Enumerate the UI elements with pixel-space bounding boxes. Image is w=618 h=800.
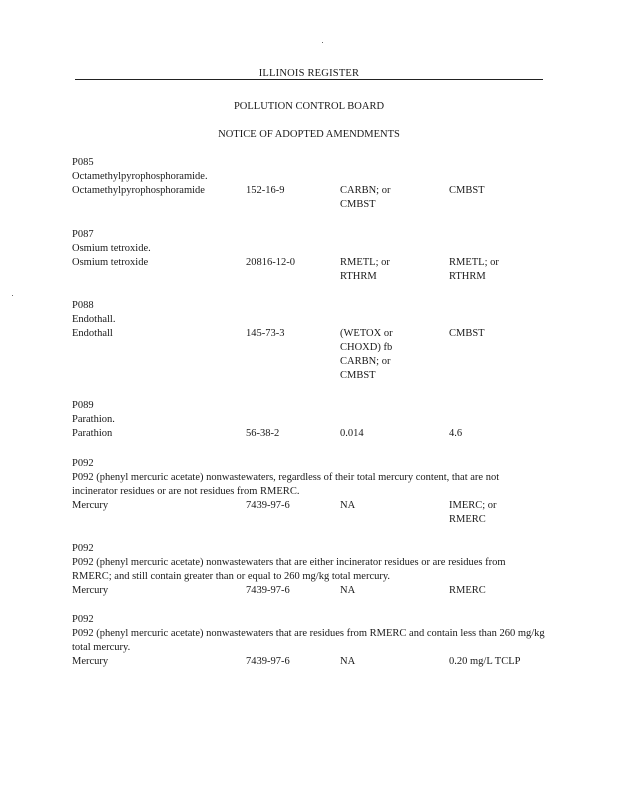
constituent-name: Mercury [72,656,109,667]
scan-speck [322,42,323,43]
waste-code: P085 [72,157,94,168]
constituent-row [72,655,547,669]
constituent-name: Octamethylpyrophosphoramide [72,185,205,196]
waste-code: P092 [72,458,94,469]
nonwastewater-standard: RMERC [449,585,486,596]
wastewater-standard: (WETOX or CHOXD) fb CARBN; or CMBST [340,328,393,381]
waste-description: P092 (phenyl mercuric acetate) nonwastewaters that are either incinerator residues or are residues from RMERC; and still contain greater than or equal to 260 mg/kg total mercury. [72,557,506,582]
waste-description: P092 (phenyl mercuric acetate) nonwastewaters that are residues from RMERC and contain less than 260 mg/kg total mercury. [72,628,545,653]
wastewater-standard: NA [340,585,356,596]
constituent-row [72,584,547,598]
cas-number: 7439-97-6 [246,500,290,511]
wastewater-standard: CARBN; or CMBST [340,185,391,210]
cas-number: 7439-97-6 [246,656,290,667]
waste-code: P089 [72,400,94,411]
wastewater-standard: RMETL; or RTHRM [340,257,390,282]
nonwastewater-standard: RMETL; or RTHRM [449,257,499,282]
cas-number: 145-73-3 [246,328,285,339]
cas-number: 7439-97-6 [246,585,290,596]
nonwastewater-standard: 0.20 mg/L TCLP [449,656,521,667]
waste-entry [72,299,547,381]
notice-title: NOTICE OF ADOPTED AMENDMENTS [218,129,400,140]
nonwastewater-standard: CMBST [449,328,485,339]
constituent-name: Mercury [72,500,109,511]
waste-entry [72,457,547,525]
waste-description: Osmium tetroxide. [72,243,151,254]
waste-entry [72,613,547,669]
waste-code: P092 [72,543,94,554]
constituent-name: Endothall [72,328,113,339]
waste-entry [72,228,547,282]
scan-speck [12,295,13,296]
cas-number: 152-16-9 [246,185,285,196]
waste-entry [72,156,547,210]
constituent-name: Mercury [72,585,109,596]
waste-entry [72,542,547,598]
header-rule [75,79,543,80]
waste-entry [72,399,547,441]
constituent-row [72,427,547,441]
waste-description: P092 (phenyl mercuric acetate) nonwastewaters, regardless of their total mercury content, that are not incinerator residues or are not residues from RMERC. [72,472,500,497]
register-title: ILLINOIS REGISTER [258,68,360,79]
waste-code: P087 [72,229,94,240]
wastewater-standard: NA [340,656,356,667]
constituent-row [72,184,547,210]
waste-description: Octamethylpyrophosphoramide. [72,171,208,182]
constituent-row [72,327,547,381]
nonwastewater-standard: 4.6 [449,428,463,439]
constituent-name: Parathion [72,428,113,439]
waste-code: P088 [72,300,94,311]
cas-number: 20816-12-0 [246,257,295,268]
waste-code: P092 [72,614,94,625]
waste-description: Endothall. [72,314,116,325]
waste-description: Parathion. [72,414,115,425]
constituent-row [72,256,547,282]
constituent-row [72,499,547,525]
wastewater-standard: NA [340,500,356,511]
cas-number: 56-38-2 [246,428,280,439]
wastewater-standard: 0.014 [340,428,364,439]
constituent-name: Osmium tetroxide [72,257,149,268]
board-title: POLLUTION CONTROL BOARD [233,101,385,112]
nonwastewater-standard: CMBST [449,185,485,196]
nonwastewater-standard: IMERC; or RMERC [449,500,497,525]
